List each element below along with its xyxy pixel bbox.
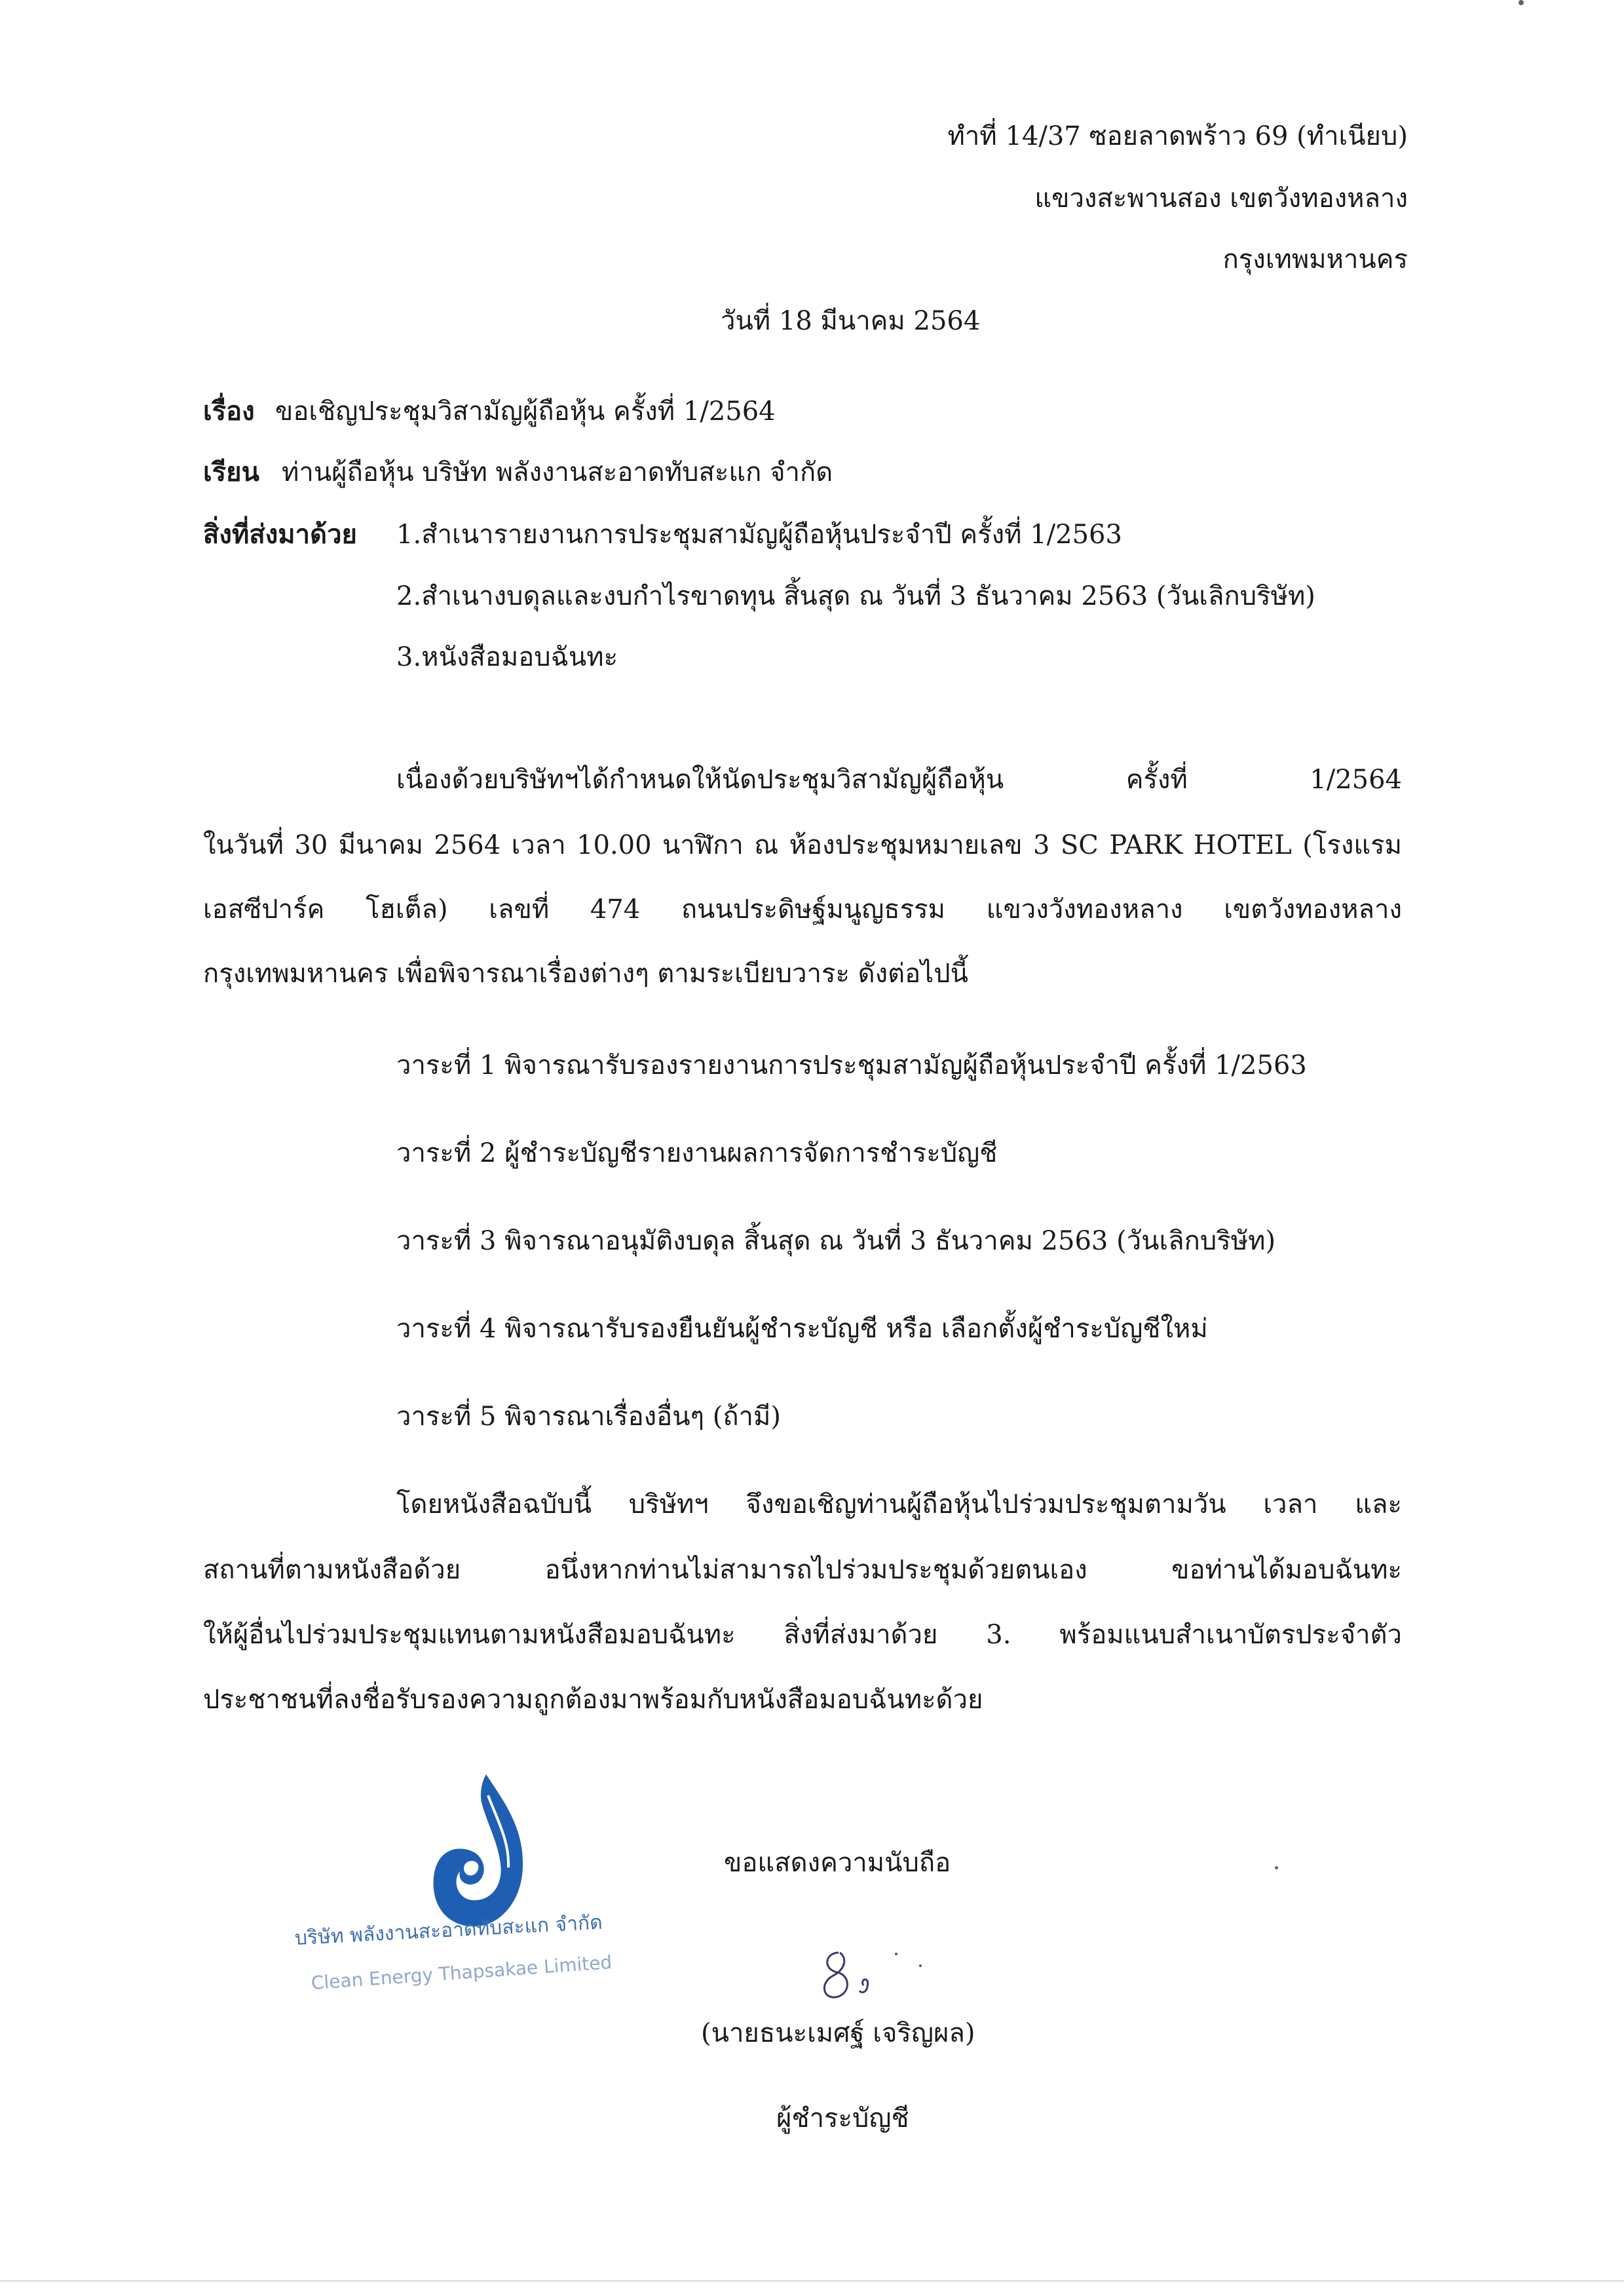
subject-label: เรื่อง [203,396,255,427]
body2-line: สถานที่ตามหนังสือด้วย อนึ่งหากท่านไม่สามารถไปร่วมประชุมด้วยตนเอง ขอท่านได้มอบฉันทะ [203,1555,1402,1585]
agenda-item: วาระที่ 4 พิจารณารับรองยืนยันผู้ชำระบัญชี หรือ เลือกตั้งผู้ชำระบัญชีใหม่ [396,1314,1208,1344]
closing-text: ขอแสดงความนับถือ [724,1848,951,1878]
page-edge [0,2280,1624,2282]
body1-line: ในวันที่ 30 มีนาคม 2564 เวลา 10.00 นาฬิกา ณ ห้องประชุมหมายเลข 3 SC PARK HOTEL (โรงแรม [203,830,1402,860]
company-logo-icon [426,1769,531,1933]
subject-text: ขอเชิญประชุมวิสามัญผู้ถือหุ้น ครั้งที่ 1/2564 [275,396,776,427]
recipient-text: ท่านผู้ถือหุ้น บริษัท พลังงานสะอาดทับสะแก จำกัด [282,457,833,488]
body1-line: กรุงเทพมหานคร เพื่อพิจารณาเรื่องต่างๆ ตามระเบียบวาระ ดังต่อไปนี้ [203,959,969,989]
company-seal-name-th: บริษัท พลังงานสะอาดทับสะแก จำกัด [294,1911,603,1950]
agenda-item: วาระที่ 2 ผู้ชำระบัญชีรายงานผลการจัดการชำระบัญชี [396,1138,998,1168]
agenda-item: วาระที่ 1 พิจารณารับรองรายงานการประชุมสามัญผู้ถือหุ้นประจำปี ครั้งที่ 1/2563 [396,1050,1307,1081]
signature-mark [812,1940,930,2012]
enclosure-item: 3.หนังสือมอบฉันทะ [396,642,618,672]
signer-name: (นายธนะเมศฐ์ เจริญผล) [701,2018,975,2048]
address-line-1: ทำที่ 14/37 ซอยลาดพร้าว 69 (ทำเนียบ) [947,121,1408,151]
enclosures-label: สิ่งที่ส่งมาด้วย [203,519,357,550]
body2-line: ให้ผู้อื่นไปร่วมประชุมแทนตามหนังสือมอบฉันทะ สิ่งที่ส่งมาด้วย 3. พร้อมแนบสำเนาบัตรประจำตัว [203,1620,1402,1650]
agenda-item: วาระที่ 3 พิจารณาอนุมัติงบดุล สิ้นสุด ณ วันที่ 3 ธันวาคม 2563 (วันเลิกบริษัท) [396,1226,1276,1256]
letter-date: วันที่ 18 มีนาคม 2564 [721,306,981,336]
enclosure-item: 2.สำเนางบดุลและงบกำไรขาดทุน สิ้นสุด ณ วันที่ 3 ธันวาคม 2563 (วันเลิกบริษัท) [396,581,1315,611]
agenda-item: วาระที่ 5 พิจารณาเรื่องอื่นๆ (ถ้ามี) [396,1402,781,1432]
scan-speck [1519,0,1524,5]
enclosure-item: 1.สำเนารายงานการประชุมสามัญผู้ถือหุ้นประจำปี ครั้งที่ 1/2563 [396,520,1122,550]
company-seal-name-en: Clean Energy Thapsakae Limited [310,1951,613,1994]
signer-title: ผู้ชำระบัญชี [776,2103,909,2133]
body2-line: โดยหนังสือฉบับนี้ บริษัทฯ จึงขอเชิญท่านผู้ถือหุ้นไปร่วมประชุมตามวัน เวลา และ [396,1489,1402,1520]
body1-line: เอสซีปาร์ค โฮเต็ล) เลขที่ 474 ถนนประดิษฐ์มนูญธรรม แขวงวังทองหลาง เขตวังทองหลาง [203,894,1402,925]
body1-line: เนื่องด้วยบริษัทฯได้กำหนดให้นัดประชุมวิสามัญผู้ถือหุ้น ครั้งที่ 1/2564 [396,765,1402,795]
recipient-label: เรียน [203,457,259,488]
address-line-3: กรุงเทพมหานคร [1222,244,1408,275]
address-line-2: แขวงสะพานสอง เขตวังทองหลาง [1034,183,1408,214]
body2-line: ประชาชนที่ลงชื่อรับรองความถูกต้องมาพร้อมกับหนังสือมอบฉันทะด้วย [203,1685,983,1715]
scan-speck [1275,1866,1278,1869]
